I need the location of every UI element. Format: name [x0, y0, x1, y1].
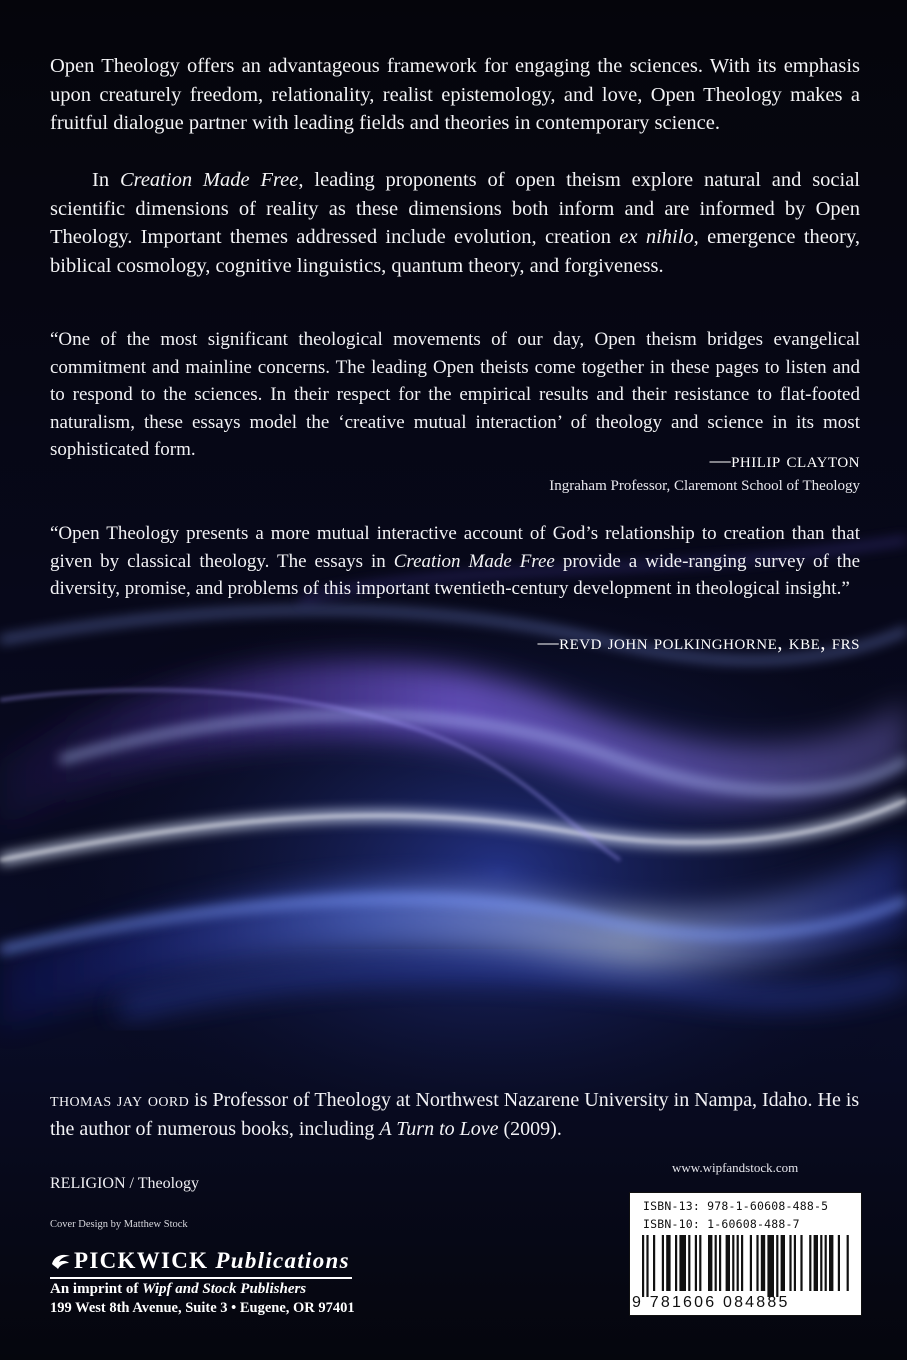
endorser-name-1: —philip clayton [709, 448, 860, 472]
barcode-bar [809, 1235, 811, 1291]
imprint-text: An imprint of [50, 1281, 143, 1297]
barcode-bar [761, 1235, 765, 1291]
book-title-italic: Creation Made Free [119, 169, 299, 191]
isbn-barcode [629, 1192, 862, 1316]
author-bio-text: (2009). [498, 1118, 562, 1140]
barcode-bar [642, 1235, 644, 1297]
barcode-bar [662, 1235, 664, 1291]
author-bio-text: is Professor of Theology at Northwest Nazarene University in Nampa, Idaho. He is the author of numerous books, including [50, 1089, 860, 1140]
endorser-name-2: —revd john polkinghorne, kbe, frs [537, 630, 860, 654]
barcode-bar [814, 1235, 818, 1291]
publisher-imprint [50, 1281, 306, 1298]
barcode-bar [741, 1235, 743, 1291]
publisher-address: 199 West 8th Avenue, Suite 3 • Eugene, OR 97401 [50, 1300, 355, 1316]
description-text: , emergence theory, biblical cosmology, cognitive linguistics, quantum theory, and forgiveness. [50, 226, 861, 277]
publisher-website: www.wipfandstock.com [672, 1160, 799, 1175]
endorsement-quote-1 [50, 326, 860, 464]
barcode-bar [653, 1235, 655, 1291]
endorsement-text: provide a wide-ranging survey of the diversity, promise, and problems of this important twentieth-century development in theological insight.” [50, 550, 860, 599]
barcode-bar [767, 1235, 774, 1297]
publisher-rule [50, 1277, 352, 1279]
barcode-bars [642, 1235, 852, 1297]
publisher-name-italic: Publications [215, 1248, 350, 1273]
barcode-bar [794, 1235, 796, 1291]
publisher-logo [50, 1246, 350, 1276]
description-text: , leading proponents of open theism explore natural and social scientific dimensions of reality as these dimensions both inform and are informed by Open Theology. Important themes addressed include evolution, creation [50, 169, 861, 248]
author-bio [50, 1086, 862, 1144]
ex-nihilo-italic: ex nihilo [619, 226, 694, 248]
barcode-bar [820, 1235, 822, 1291]
endorsement-text: “One of the most significant theological movements of our day, Open theism bridges evangelical commitment and mainline concerns. The leading Open theists come together in these pages to listen and to respond to the sciences. In their respect for the empirical results and their resistance to flat-footed naturalism, these essays model the ‘creative mutual interaction’ of theology and science in its most sophisticated form. [50, 329, 860, 460]
barcode-digits: 9 781606 084885 [632, 1294, 790, 1311]
isbn-13: ISBN-13: 978-1-60608-488-5 [643, 1199, 829, 1213]
barcode-bar [719, 1235, 721, 1291]
cover-design-credit: Cover Design by Matthew Stock [50, 1219, 188, 1230]
endorsement-text: “Open Theology presents a more mutual interactive account of God’s relationship to creation than that given by classical theology. The essays in [50, 523, 860, 572]
barcode-bar [715, 1235, 717, 1291]
book-title-italic: Creation Made Free [393, 550, 555, 572]
barcode-bar [675, 1235, 677, 1291]
barcode-bar [789, 1235, 791, 1291]
barcode-bar [829, 1235, 833, 1291]
barcode-bar [750, 1235, 752, 1291]
publisher-name [74, 1248, 350, 1274]
author-name: thomas jay oord [50, 1089, 190, 1111]
endorsement-quote-2 [50, 520, 860, 603]
barcode-bar [847, 1235, 849, 1291]
isbn-10: ISBN-10: 1-60608-488-7 [643, 1217, 800, 1231]
pickwick-bird-icon [50, 1250, 72, 1272]
description-text: In [92, 169, 120, 191]
barcode-bar [726, 1235, 730, 1291]
barcode-bar [695, 1235, 697, 1291]
barcode-bar [646, 1235, 648, 1297]
barcode-bar [708, 1235, 712, 1291]
imprint-publisher: Wipf and Stock Publishers [142, 1281, 307, 1297]
barcode-bar [699, 1235, 701, 1291]
barcode-bar [781, 1235, 785, 1291]
barcode-bar [838, 1235, 840, 1291]
barcode-bar [825, 1235, 827, 1291]
barcode-bar [756, 1235, 758, 1291]
endorser-title-1: Ingraham Professor, Claremont School of Theology [549, 478, 860, 494]
barcode-bar [666, 1235, 670, 1291]
barcode-bar [679, 1235, 686, 1291]
subject-category: RELIGION / Theology [50, 1175, 200, 1192]
barcode-bar [776, 1235, 778, 1297]
publisher-name-part: PICKWICK [74, 1248, 216, 1273]
barcode-bar [688, 1235, 690, 1291]
description-paragraph-2 [50, 166, 860, 280]
barcode-bar [732, 1235, 734, 1291]
barcode-bar [737, 1235, 739, 1291]
author-book-title: A Turn to Love [379, 1118, 499, 1140]
description-paragraph-1 [50, 52, 860, 138]
description-text: Open Theology offers an advantageous framework for engaging the sciences. With its emphasis upon creaturely freedom, relationality, realist epistemology, and love, Open Theology makes a fruitful dialogue partner with leading fields and theories in contemporary science. [50, 55, 860, 134]
barcode-bar [800, 1235, 802, 1291]
